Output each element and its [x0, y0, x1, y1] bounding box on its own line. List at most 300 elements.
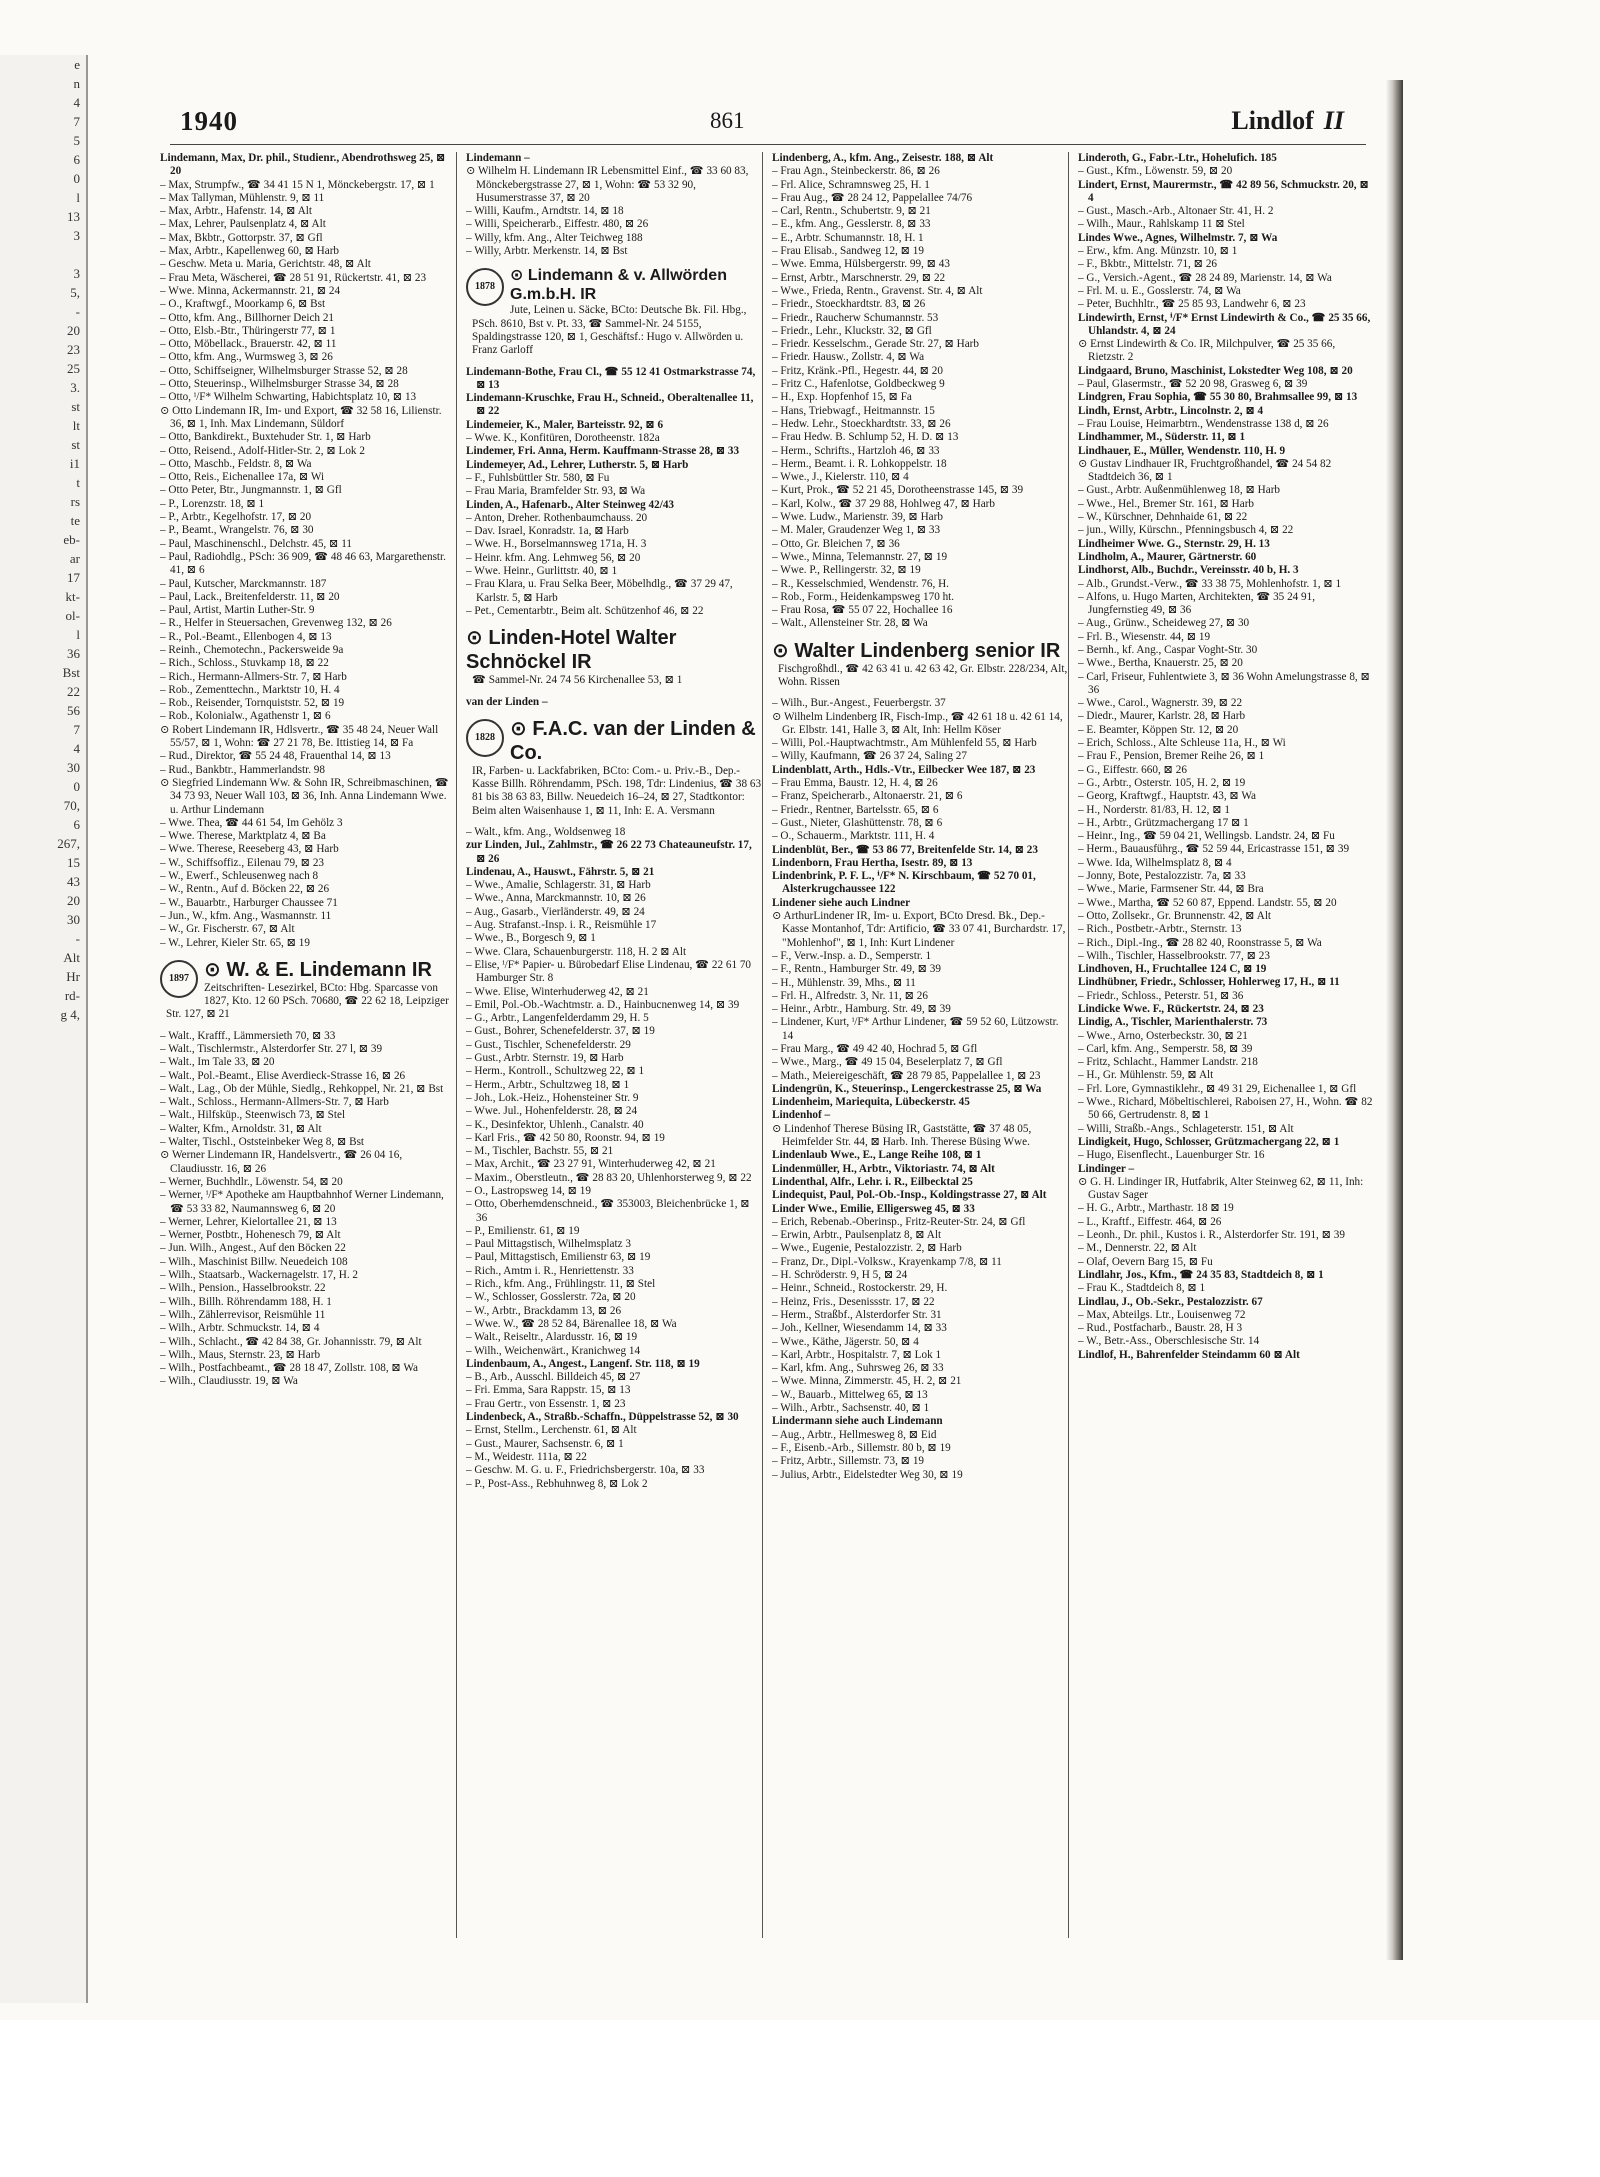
directory-entry-heading: zur Linden, Jul., Zahlmstr., ☎ 26 22 73 Chateauneufstr. 17, ⊠ 26: [466, 839, 752, 865]
directory-entry: – Friedr. Hausw., Zollstr. 4, ⊠ Wa: [772, 351, 925, 364]
directory-entry: – Rob., Reisender, Tornquiststr. 52, ⊠ 19: [160, 697, 345, 710]
directory-entry: – Wilh., Bur.-Angest., Feuerbergstr. 37: [772, 697, 946, 710]
directory-entry: – Rob., Zementtechn., Marktstr 10, H. 4: [160, 683, 340, 696]
directory-entry: – Bernh., kf. Ang., Caspar Voght-Str. 30: [1078, 643, 1258, 656]
directory-entry: – Friedr., Rentner, Bartelsstr. 65, ⊠ 6: [772, 803, 939, 816]
directory-entry: – Diedr., Maurer, Karlstr. 28, ⊠ Harb: [1078, 710, 1246, 723]
facing-page-text: 6: [73, 817, 80, 832]
directory-entry: – Jun. Wilh., Angest., Auf den Böcken 22: [160, 1242, 346, 1255]
directory-entry: – Wwe. Therese, Reeseberg 43, ⊠ Harb: [160, 843, 339, 856]
facing-page-text: 13: [67, 209, 80, 224]
directory-entry: – Maxim., Oberstleutn., ☎ 28 83 20, Uhlenhorsterweg 9, ⊠ 22: [466, 1171, 752, 1184]
directory-entry-heading: Lindh, Ernst, Arbtr., Lincolnstr. 2, ⊠ 4: [1078, 404, 1264, 417]
directory-entry: ⊙ Ernst Lindewirth & Co. IR, Milchpulver, ☎ 25 35 66, Rietzstr. 2: [1078, 338, 1336, 364]
directory-entry: – Lindener, Kurt, ⁱ/F* Arthur Lindener, ☎ 59 52 60, Lützowstr. 14: [772, 1016, 1059, 1042]
directory-entry: – Paul, Mittagstisch, Emilienstr 63, ⊠ 19: [466, 1251, 651, 1264]
facing-page-text: eb-: [63, 532, 80, 547]
directory-entry: – Willy, Kaufmann, ☎ 26 37 24, Saling 27: [772, 750, 967, 763]
directory-entry: – Herm., Bauausführg., ☎ 52 59 44, Ericastrasse 151, ⊠ 39: [1078, 843, 1350, 856]
header-year: 1940: [180, 106, 238, 136]
directory-entry: – Heinz, Fris., Desenissstr. 17, ⊠ 22: [772, 1295, 935, 1308]
directory-entry: – Paul, Maschinenschl., Delchstr. 45, ⊠ 11: [160, 537, 352, 550]
directory-entry: – Heinr., Ing., ☎ 59 04 21, Wellingsb. Landstr. 24, ⊠ Fu: [1078, 830, 1335, 843]
directory-entry: ⊙ G. H. Lindinger IR, Hutfabrik, Alter Steinweg 62, ⊠ 11, Inh: Gustav Sager: [1078, 1175, 1364, 1202]
directory-entry: – Willy, Arbtr. Merkenstr. 14, ⊠ Bst: [466, 245, 628, 258]
directory-entry-heading: Lindewirth, Ernst, ⁱ/F* Ernst Lindewirth & Co., ☎ 25 35 66, Uhlandstr. 4, ⊠ 24: [1078, 311, 1371, 337]
facing-page-text: 6: [73, 152, 80, 167]
directory-entry: – E. Beamter, Köppen Str. 12, ⊠ 20: [1078, 723, 1239, 736]
directory-entry: – Werner, Postbtr., Hohenesch 79, ⊠ Alt: [160, 1229, 341, 1242]
directory-entry: – P., Arbtr., Kegelhofstr. 17, ⊠ 20: [160, 511, 312, 524]
directory-entry: – Werner, Buchhdlr., Löwenstr. 54, ⊠ 20: [160, 1175, 343, 1188]
directory-entry: – G., Arbtr., Osterstr. 105, H. 2, ⊠ 19: [1078, 776, 1246, 789]
directory-entry: – Wwe., B., Borgesch 9, ⊠ 1: [466, 932, 596, 945]
directory-entry-heading: Lindinger –: [1078, 1162, 1135, 1175]
directory-entry: – Otto, ⁱ/F* Wilhelm Schwarting, Habichtsplatz 10, ⊠ 13: [160, 391, 417, 404]
directory-entry: – Otto, Elsb.-Btr., Thüringerstr 77, ⊠ 1: [160, 324, 336, 337]
facing-page-text: 20: [67, 893, 80, 908]
directory-entry: – Hans, Triebwagf., Heitmannstr. 15: [772, 404, 935, 417]
facing-page-text: l: [76, 627, 80, 642]
directory-entry: – Max, Bkbtr., Gottorpstr. 37, ⊠ Gfl: [160, 231, 323, 244]
directory-entry: – Elise, ⁱ/F* Papier- u. Bürobedarf Elise Lindenau, ☎ 22 61 70 Hamburger Str. 8: [466, 958, 752, 985]
directory-entry: – Otto, Oberhemdenschneid., ☎ 353003, Bleichenbrücke 1, ⊠ 36: [466, 1198, 750, 1224]
directory-page: [150, 100, 1390, 1940]
directory-entry: – Wilh., Billh. Röhrendamm 188, H. 1: [160, 1295, 332, 1308]
company-advertisement: [466, 624, 762, 689]
directory-entry: – Otto, kfm. Ang., Billhorner Deich 21: [160, 311, 335, 324]
directory-entry: – Aug., Gasarb., Vierländerstr. 49, ⊠ 24: [466, 905, 645, 918]
directory-entry: – Ernst, Stellm., Lerchenstr. 61, ⊠ Alt: [466, 1424, 637, 1437]
directory-entry: – Wilh., Claudiusstr. 19, ⊠ Wa: [160, 1375, 298, 1388]
directory-entry: – Walt., Schloss., Hermann-Allmers-Str. 7, ⊠ Harb: [160, 1096, 389, 1109]
directory-entry: – R., Helfer in Steuersachen, Grevenweg 132, ⊠ 26: [160, 617, 392, 630]
directory-entry: – Werner, Lehrer, Kielortallee 21, ⊠ 13: [160, 1215, 337, 1228]
directory-entry: – E., Arbtr. Schumannstr. 18, H. 1: [772, 231, 924, 244]
directory-entry: – Walt., Pol.-Beamt., Elise Averdieck-Strasse 16, ⊠ 26: [160, 1069, 406, 1082]
directory-entry: – Friedr. Kesselschm., Gerade Str. 27, ⊠ Harb: [772, 338, 979, 351]
directory-entry: – W., Ewerf., Schleusenweg nach 8: [160, 870, 319, 883]
directory-entry: – G., Eiffestr. 660, ⊠ 26: [1078, 763, 1187, 776]
facing-page-text: lt: [72, 418, 80, 433]
directory-entry: – W., Schiffsoffiz., Eilenau 79, ⊠ 23: [160, 856, 325, 869]
directory-entry: – Otto Peter, Btr., Jungmannstr. 1, ⊠ Gfl: [160, 484, 342, 497]
directory-entry: – Gust., Kfm., Löwenstr. 59, ⊠ 20: [1078, 165, 1233, 178]
company-seal-icon: 1897: [160, 960, 198, 998]
directory-entry: – H., Norderstr. 81/83, H. 12, ⊠ 1: [1078, 803, 1231, 816]
directory-entry: – Carl, Rentn., Schubertstr. 9, ⊠ 21: [772, 205, 931, 218]
facing-page-text: 17: [67, 570, 80, 585]
directory-entry-heading: Lindig, A., Tischler, Marienthalerstr. 73: [1078, 1016, 1268, 1029]
directory-entry: – Rud., Postfacharb., Baustr. 28, H 3: [1078, 1322, 1243, 1335]
facing-page-text: te: [70, 513, 80, 528]
directory-entry: – G., Versich.-Agent., ☎ 28 24 89, Marienstr. 14, ⊠ Wa: [1078, 271, 1332, 284]
directory-entry: – Willi, Straßb.-Angs., Schlageterstr. 151, ⊠ Alt: [1078, 1122, 1294, 1135]
directory-entry: – Wwe., Hel., Bremer Str. 161, ⊠ Harb: [1078, 497, 1255, 510]
directory-entry: – H. Schröderstr. 9, H 5, ⊠ 24: [772, 1269, 908, 1282]
directory-entry: – Pet., Cementarbtr., Beim alt. Schützenhof 46, ⊠ 22: [466, 604, 704, 617]
directory-entry: – Aug., Grünw., Scheideweg 27, ⊠ 30: [1078, 617, 1250, 630]
directory-entry-heading: Lindenhof –: [772, 1109, 831, 1122]
directory-entry-heading: Lindenau, A., Hauswt., Fährstr. 5, ⊠ 21: [466, 865, 655, 878]
facing-page-text: ar: [69, 551, 80, 566]
directory-entry-heading: Lindlahr, Jos., Kfm., ☎ 24 35 83, Stadtdeich 8, ⊠ 1: [1078, 1268, 1324, 1281]
directory-entry: – Rob., Kolonialw., Agathenstr 1, ⊠ 6: [160, 710, 331, 723]
directory-entry: – P., Lorenzstr. 18, ⊠ 1: [160, 497, 265, 510]
facing-page-text: 4: [73, 741, 80, 756]
directory-entry-heading: Lindenblatt, Arth., Hdls.-Vtr., Eilbecker Wee 187, ⊠ 23: [772, 763, 1036, 776]
directory-entry-heading: Linderoth, G., Fabr.-Ltr., Hohelufich. 185: [1078, 152, 1277, 164]
directory-entry: – Rob., Form., Heidenkampsweg 170 ht.: [772, 590, 955, 603]
facing-page-text: ol-: [65, 608, 80, 623]
directory-entry: – Wilh., Weichenwärt., Kranichweg 14: [466, 1344, 641, 1357]
facing-page-text: kt-: [65, 589, 80, 604]
directory-entry: – Gust., Masch.-Arb., Altonaer Str. 41, H. 2: [1078, 205, 1274, 218]
directory-entry: – Erich, Schloss., Alte Schleuse 11a, H., ⊠ Wi: [1078, 737, 1286, 750]
directory-entry: – H., Arbtr., Grützmachergang 17 ⊠ 1: [1078, 816, 1249, 829]
directory-entry: – Max, Abteilgs. Ltr., Louisenweg 72: [1078, 1308, 1246, 1321]
directory-entry: – Willi, Pol.-Hauptwachtmstr., Am Mühlenfeld 55, ⊠ Harb: [772, 737, 1037, 750]
directory-entry: – Otto, Reis., Eichenallee 17a, ⊠ Wi: [160, 471, 325, 484]
directory-entry: – Gust., Arbtr. Sternstr. 19, ⊠ Harb: [466, 1052, 624, 1065]
directory-entry: – Anton, Dreher. Rothenbaumchauss. 20: [466, 511, 648, 524]
directory-entry-heading: Lindlof, H., Bahrenfelder Steindamm 60 ⊠ Alt: [1078, 1348, 1300, 1361]
directory-entry: – W., Betr.-Ass., Oberschlesische Str. 14: [1078, 1335, 1260, 1348]
column-4: [1078, 152, 1374, 1938]
facing-page-text: 4: [73, 95, 80, 110]
directory-entry-heading: Lindholm, A., Maurer, Gärtnerstr. 60: [1078, 550, 1257, 563]
directory-entry-heading: Lindemann –: [466, 152, 530, 164]
facing-page-text: 43: [67, 874, 80, 889]
directory-entry: – Wwe., Arno, Osterbeckstr. 30, ⊠ 21: [1078, 1029, 1248, 1042]
advertisement-title: ⊙ F.A.C. van der Linden & Co.: [510, 717, 756, 764]
directory-entry-heading: Lindhübner, Friedr., Schlosser, Hohlerweg 17, H., ⊠ 11: [1078, 976, 1340, 989]
facing-page-text: 15: [67, 855, 80, 870]
directory-entry: ⊙ Otto Lindemann IR, Im- und Export, ☎ 32 58 16, Lilienstr. 36, ⊠ 1, Inh. Max Lindemann, Süldorf: [160, 404, 442, 430]
directory-entry: – Otto, Schiffseigner, Wilhelmsburger Strasse 52, ⊠ 28: [160, 364, 408, 377]
directory-entry: – Hedw. Lehr., Stoeckhardtstr. 33, ⊠ 26: [772, 417, 951, 430]
facing-page-text: 0: [73, 779, 80, 794]
directory-entry-heading: Linder Wwe., Emilie, Elligersweg 45, ⊠ 33: [772, 1202, 975, 1215]
directory-entry: – Walt., Im Tale 33, ⊠ 20: [160, 1056, 275, 1069]
directory-entry: – Olaf, Oevern Barg 15, ⊠ Fu: [1078, 1255, 1213, 1268]
directory-entry: – Paul, Lack., Breitenfelderstr. 11, ⊠ 20: [160, 590, 340, 603]
directory-entry-heading: Lindlau, J., Ob.-Sekr., Pestalozzistr. 67: [1078, 1295, 1263, 1308]
directory-entry: – Friedr., Stoeckhardtstr. 83, ⊠ 26: [772, 298, 926, 311]
directory-entry: – Paul Mittagstisch, Wilhelmsplatz 3: [466, 1238, 631, 1251]
directory-entry-heading: Lindheimer Wwe. G., Sternstr. 29, H. 13: [1078, 537, 1270, 550]
facing-page-text: n: [73, 76, 80, 91]
directory-entry-heading: Lindenbaum, A., Angest., Langenf. Str. 118, ⊠ 19: [466, 1357, 700, 1370]
directory-entry-heading: Lindes Wwe., Agnes, Wilhelmstr. 7, ⊠ Wa: [1078, 231, 1278, 244]
directory-entry-heading: Lindemeyer, Ad., Lehrer, Lutherstr. 5, ⊠ Harb: [466, 458, 689, 471]
directory-entry: – Karl, Kolw., ☎ 37 29 88, Hohlweg 47, ⊠ Harb: [772, 497, 995, 510]
company-advertisement: [772, 637, 1068, 692]
directory-entry-heading: Lindermann siehe auch Lindemann: [772, 1415, 943, 1428]
directory-entry-heading: Lindemann, Max, Dr. phil., Studienr., Abendrothsweg 25, ⊠ 20: [160, 152, 446, 178]
column-2: [466, 152, 763, 1938]
directory-entry-heading: Lindhauer, E., Müller, Wendenstr. 110, H. 9: [1078, 444, 1286, 457]
directory-entry: – Wwe., Amalie, Schlagerstr. 31, ⊠ Harb: [466, 879, 651, 892]
directory-entry: – Walt., Hilfsküp., Steenwisch 73, ⊠ Stel: [160, 1109, 346, 1122]
directory-entry: – R., Pol.-Beamt., Ellenbogen 4, ⊠ 13: [160, 630, 332, 643]
facing-page-text: Bst: [62, 665, 80, 680]
directory-entry: – P., Beamt., Wrangelstr. 76, ⊠ 30: [160, 524, 314, 537]
directory-entry: – Aug., Arbtr., Hellmesweg 8, ⊠ Eid: [772, 1428, 937, 1441]
directory-entry: – Max, Archit., ☎ 23 27 91, Winterhuderweg 42, ⊠ 21: [466, 1158, 716, 1171]
facing-page-text: i1: [69, 456, 80, 471]
directory-entry: – Frau Rosa, ☎ 55 07 22, Hochallee 16: [772, 604, 953, 617]
directory-entry-heading: Lindemeier, K., Maler, Barteisstr. 92, ⊠ 6: [466, 418, 664, 431]
directory-entry: ⊙ Wilhelm H. Lindemann IR Lebensmittel Einf., ☎ 33 60 83, Mönckebergstrasse 27, ⊠ 1, Wohn: ☎ 53 32 90, Husumerstrasse 37, ⊠ 20: [466, 165, 749, 204]
directory-entry: – Walter, Tischl., Oststeinbeker Weg 8, ⊠ Bst: [160, 1136, 365, 1149]
facing-page-text: st: [71, 399, 80, 414]
directory-entry-heading: Lindequist, Paul, Pol.-Ob.-Insp., Koldingstrasse 27, ⊠ Alt: [772, 1189, 1047, 1202]
directory-entry: – Frau F., Pension, Bremer Reihe 26, ⊠ 1: [1078, 750, 1265, 763]
directory-entry-heading: Lindengrün, K., Steuerinsp., Lengerckestrasse 25, ⊠ Wa: [772, 1082, 1042, 1095]
directory-entry: – Franz, Dr., Dipl.-Volksw., Krayenkamp 7/8, ⊠ 11: [772, 1255, 1002, 1268]
directory-entry: – Paul, Radiohdlg., PSch: 36 909, ☎ 48 46 63, Margarethenstr. 41, ⊠ 6: [160, 550, 446, 577]
directory-entry: ⊙ Siegfried Lindemann Ww. & Sohn IR, Schreibmaschinen, ☎ 34 73 93, Neuer Wall 103, ⊠ 36, Inh. Anna Lindemann Wwe. u. Arthur Lindemann: [160, 776, 449, 816]
directory-entry: – Rud., Bankbtr., Hammerlandstr. 98: [160, 763, 325, 776]
directory-entry-heading: Lindenborn, Frau Hertha, Isestr. 89, ⊠ 13: [772, 856, 973, 869]
directory-entry-heading: Lindenthal, Alfr., Lehr. i. R., Eilbecktal 25: [772, 1175, 973, 1188]
facing-page-text: 267,: [57, 836, 80, 851]
directory-entry: – F., Verw.-Insp. a. D., Semperstr. 1: [772, 949, 932, 962]
advertisement-body: IR, Farben- u. Lackfabriken, BCto: Com.- u. Priv.-B., Dep.-Kasse Billh. Röhrendamm, PSch. 198, Tdr: Lindenius, ☎ 38 63 81 bis 38 63 83, Billw. Neuedeich 16–24, ⊠ 27, Stadtkontor: Beim alten Waisenhause 1, ⊠ 11, Inh: E. A. Versmann: [472, 764, 762, 817]
column-3: [772, 152, 1069, 1938]
directory-entry-heading: Lindemer, Fri. Anna, Herm. Kauffmann-Strasse 28, ⊠ 33: [466, 445, 740, 458]
company-seal-icon: 1878: [466, 268, 504, 306]
directory-entry: – Wwe. Therese, Marktplatz 4, ⊠ Ba: [160, 830, 326, 843]
directory-entry: – Otto, Gr. Bleichen 7, ⊠ 36: [772, 537, 900, 550]
directory-entry: ⊙ Wilhelm Lindenberg IR, Fisch-Imp., ☎ 42 61 18 u. 42 61 14, Gr. Elbstr. 141, Halle 3, ⊠ Alt, Inh: Hellm Köser: [772, 710, 1063, 736]
directory-entry: – Wwe. P., Rellingerstr. 32, ⊠ 19: [772, 564, 921, 577]
directory-entry: – F., Fuhlsbüttler Str. 580, ⊠ Fu: [466, 471, 610, 484]
directory-columns: [160, 152, 1376, 1938]
directory-entry: – Erw., kfm. Ang. Münzstr. 10, ⊠ 1: [1078, 245, 1238, 258]
directory-entry: – Friedr., Lehr., Kluckstr. 32, ⊠ Gfl: [772, 324, 932, 337]
directory-entry: – Frau Klara, u. Frau Selka Beer, Möbelhdlg., ☎ 37 29 47, Karlstr. 5, ⊠ Harb: [466, 578, 733, 604]
directory-entry: – jun., Willy, Kürschn., Pfenningsbusch 4, ⊠ 22: [1078, 524, 1294, 537]
directory-entry: – Wwe., J., Kielerstr. 110, ⊠ 4: [772, 471, 909, 484]
directory-entry: – Jonny, Bote, Pestalozzistr. 7a, ⊠ 33: [1078, 870, 1246, 883]
directory-entry: – Rich., Hermann-Allmers-Str. 7, ⊠ Harb: [160, 670, 347, 683]
directory-entry-heading: Lindenblüt, Ber., ☎ 53 86 77, Breitenfelde Str. 14, ⊠ 23: [772, 843, 1038, 856]
directory-entry: – H., Mühlenstr. 39, Mhs., ⊠ 11: [772, 976, 916, 989]
facing-page-text: st: [71, 437, 80, 452]
header-rule: [170, 144, 1366, 145]
directory-entry: – Werner, ⁱ/F* Apotheke am Hauptbahnhof Werner Lindemann, ☎ 53 33 82, Naumannsweg 6, ⊠ 20: [160, 1189, 444, 1215]
directory-entry: – Walt., Allensteiner Str. 28, ⊠ Wa: [772, 617, 928, 630]
directory-entry: – W., Gr. Fischerstr. 67, ⊠ Alt: [160, 923, 295, 936]
facing-page-text: 3: [73, 266, 80, 281]
directory-entry: – Frl. Lore, Gymnastiklehr., ⊠ 49 31 29, Eichenallee 1, ⊠ Gfl: [1078, 1082, 1357, 1095]
directory-entry: – Herm., Kontroll., Schultzweg 22, ⊠ 1: [466, 1065, 645, 1078]
directory-entry-heading: Lindert, Ernst, Maurermstr., ☎ 42 89 56, Schmuckstr. 20, ⊠ 4: [1078, 178, 1369, 204]
directory-entry: – F., Bkbtr., Mittelstr. 71, ⊠ 26: [1078, 258, 1218, 271]
directory-entry-heading: Lindgren, Frau Sophia, ☎ 55 30 80, Brahmsallee 99, ⊠ 13: [1078, 391, 1358, 404]
directory-entry: – Frl. B., Wiesenstr. 44, ⊠ 19: [1078, 630, 1211, 643]
directory-entry: – Erich, Rebenab.-Oberinsp., Fritz-Reuter-Str. 24, ⊠ Gfl: [772, 1215, 1026, 1228]
directory-entry-heading: Lindhoven, H., Fruchtallee 124 C, ⊠ 19: [1078, 963, 1267, 976]
facing-page-text: 56: [67, 703, 80, 718]
directory-entry-heading: Lindemann-Bothe, Frau Cl., ☎ 55 12 41 Ostmarkstrasse 74, ⊠ 13: [466, 365, 756, 391]
directory-entry: – Dav. Israel, Konradstr. 1a, ⊠ Harb: [466, 525, 629, 538]
directory-entry: – Fritz, Kränk.-Pfl., Hegestr. 44, ⊠ 20: [772, 364, 943, 377]
company-advertisement: [466, 715, 762, 820]
directory-entry: – Frl. H., Alfredstr. 3, Nr. 11, ⊠ 26: [772, 989, 928, 1002]
directory-entry: – Walt., Reiseltr., Alardusstr. 16, ⊠ 19: [466, 1331, 638, 1344]
directory-entry: – Frau K., Stadtdeich 8, ⊠ 1: [1078, 1282, 1206, 1295]
directory-entry: – Fri. Emma, Sara Rappstr. 15, ⊠ 13: [466, 1384, 631, 1397]
facing-page-text: 30: [67, 760, 80, 775]
facing-page-text: 5,: [70, 285, 80, 300]
directory-entry: – Otto, Maschb., Feldstr. 8, ⊠ Wa: [160, 457, 312, 470]
advertisement-body: Jute, Leinen u. Säcke, BCto: Deutsche Bk. Fil. Hbg., PSch. 8610, Bst v. Pt. 33, ☎ Sammel-Nr. 24 5155, Spaldingstrasse 120, ⊠ 1, Geschäftsf.: Hugo v. Allwörden u. Franz Garloff: [472, 304, 747, 357]
advertisement-title: ⊙ Linden-Hotel Walter Schnöckel IR: [466, 627, 677, 674]
directory-entry: – Geschw. Meta u. Maria, Gerichtstr. 48, ⊠ Alt: [160, 258, 371, 271]
directory-entry: – Wilh., Pension., Hasselbrookstr. 22: [160, 1282, 326, 1295]
advertisement-title: ⊙ W. & E. Lindemann IR: [204, 958, 432, 981]
directory-entry-heading: Lindenbeck, A., Straßb.-Schaffn., Düppelstrasse 52, ⊠ 30: [466, 1411, 739, 1424]
directory-entry: – Alb., Grundst.-Verw., ☎ 33 38 75, Mohlenhofstr. 1, ⊠ 1: [1078, 577, 1342, 590]
directory-entry: – Friedr., Schloss., Peterstr. 51, ⊠ 36: [1078, 989, 1244, 1002]
directory-entry: – Wilh., Zählerrevisor, Reismühle 11: [160, 1308, 326, 1321]
directory-entry: – O., Schauerm., Marktstr. 111, H. 4: [772, 830, 935, 843]
directory-entry: – Rich., Dipl.-Ing., ☎ 28 82 40, Roonstrasse 5, ⊠ Wa: [1078, 936, 1322, 949]
directory-entry: – Wwe. W., ☎ 28 52 84, Bärenallee 18, ⊠ Wa: [466, 1317, 677, 1330]
header-running-head: [1231, 106, 1344, 136]
directory-entry: – Heinr., Arbtr., Hamburg. Str. 49, ⊠ 39: [772, 1003, 951, 1016]
directory-entry: – H., Gr. Mühlenstr. 59, ⊠ Alt: [1078, 1069, 1214, 1082]
directory-entry: – Aug. Strafanst.-Insp. i. R., Reismühle 17: [466, 919, 657, 932]
directory-entry: – Gust., Arbtr. Außenmühlenweg 18, ⊠ Harb: [1078, 484, 1281, 497]
facing-page-text: 3: [73, 228, 80, 243]
directory-entry-heading: Lindenlaub Wwe., E., Lange Reihe 108, ⊠ 1: [772, 1149, 982, 1162]
directory-entry: – Walter, Kfm., Arnoldstr. 31, ⊠ Alt: [160, 1122, 322, 1135]
facing-page-text: l: [76, 190, 80, 205]
directory-entry-heading: Lindigkeit, Hugo, Schlosser, Grützmachergang 22, ⊠ 1: [1078, 1135, 1340, 1148]
directory-entry: ⊙ ArthurLindener IR, Im- u. Export, BCto Dresd. Bk., Dep.-Kasse Montanhof, Tdr: Artificio, ☎ 33 07 41, Burchardstr. 17, "Mohlenhof", ⊠ 1, Inh: Kurt Lindener: [772, 910, 1066, 949]
directory-entry-heading: Lindener siehe auch Lindner: [772, 896, 911, 909]
directory-entry: – W., Lehrer, Kieler Str. 65, ⊠ 19: [160, 936, 310, 949]
facing-page-text: g 4,: [60, 1007, 80, 1022]
directory-entry: – W., Kürschner, Dehnhaide 61, ⊠ 22: [1078, 511, 1248, 524]
directory-entry: – Frau Aug., ☎ 28 24 12, Pappelallee 74/76: [772, 191, 973, 204]
directory-entry: – Wilh., Arbtr., Sachsenstr. 40, ⊠ 1: [772, 1402, 930, 1415]
directory-entry: – Wwe., Eugenie, Pestalozzistr. 2, ⊠ Harb: [772, 1242, 962, 1255]
directory-entry: – F., Eisenb.-Arb., Sillemstr. 80 b, ⊠ 19: [772, 1441, 951, 1454]
directory-entry: – Wilh., Arbtr. Schmuckstr. 14, ⊠ 4: [160, 1322, 320, 1335]
directory-entry: – Reinh., Chemotechn., Packersweide 9a: [160, 643, 344, 656]
directory-entry: – Friedr., Raucherw Schumannstr. 53: [772, 311, 939, 324]
facing-page-text: 7: [73, 722, 80, 737]
directory-entry: – Fritz, Arbtr., Sillemstr. 73, ⊠ 19: [772, 1455, 925, 1468]
directory-entry: – Max, Lehrer, Paulsenplatz 4, ⊠ Alt: [160, 218, 326, 231]
facing-page-text: 30: [67, 912, 80, 927]
running-head-name: Lindlof: [1231, 106, 1314, 135]
directory-entry: – O., Lastropsweg 14, ⊠ 19: [466, 1185, 591, 1197]
directory-entry: – Wwe. Elise, Winterhuderweg 42, ⊠ 21: [466, 985, 649, 998]
directory-entry: – Fritz C., Hafenlotse, Goldbeckweg 9: [772, 378, 945, 391]
directory-entry: ⊙ Robert Lindemann IR, Hdlsvertr., ☎ 35 48 24, Neuer Wall 55/57, ⊠ 1, Wohn: ☎ 27 21 78, Be. Ittistieg 14, ⊠ Fa: [160, 723, 439, 750]
directory-entry: – Franz, Speicherarb., Altonaerstr. 21, ⊠ 6: [772, 790, 963, 803]
directory-entry: – P., Post-Ass., Rebhuhnweg 8, ⊠ Lok 2: [466, 1477, 648, 1490]
facing-page-text: 20: [67, 323, 80, 338]
directory-entry-heading: Lindemann-Kruschke, Frau H., Schneid., Oberaltenallee 11, ⊠ 22: [466, 392, 754, 418]
facing-page-text: e: [74, 57, 80, 72]
directory-entry: – Wilh., Maur., Rahlskamp 11 ⊠ Stel: [1078, 218, 1245, 231]
directory-entry: – Leonh., Dr. phil., Kustos i. R., Alsterdorfer Str. 191, ⊠ 39: [1078, 1229, 1345, 1242]
directory-entry: – Wwe. Heinr., Gurlittstr. 40, ⊠ 1: [466, 565, 618, 578]
directory-entry: – Frau Emma, Baustr. 12, H. 4, ⊠ 26: [772, 777, 938, 790]
directory-entry: – Willi, Kaufm., Arndtstr. 14, ⊠ 18: [466, 205, 624, 218]
facing-page-text: -: [75, 931, 80, 946]
directory-entry: – Wwe., Richard, Möbeltischlerei, Raboisen 27, H., Wohn. ☎ 82 50 66, Gertrudenstr. 8, ⊠ 1: [1078, 1096, 1373, 1122]
directory-entry: – Max Tallyman, Mühlenstr. 9, ⊠ 11: [160, 191, 325, 204]
directory-entry: – Rud., Direktor, ☎ 55 24 48, Frauenthal 14, ⊠ 13: [160, 750, 391, 763]
running-head-volume: II: [1323, 106, 1344, 135]
facing-page-text: -: [75, 304, 80, 319]
directory-entry: – Karl, kfm. Ang., Suhrsweg 26, ⊠ 33: [772, 1362, 944, 1375]
facing-page-text: 0: [73, 171, 80, 186]
directory-entry: – Otto, Steuerinsp., Wilhelmsburger Strasse 34, ⊠ 28: [160, 378, 399, 391]
directory-entry: – Emil, Pol.-Ob.-Wachtmstr. a. D., Hainbucnenweg 14, ⊠ 39: [466, 998, 740, 1011]
directory-entry: – Paul, Artist, Martin Luther-Str. 9: [160, 604, 315, 617]
directory-entry: – Wwe. Minna, Ackermannstr. 21, ⊠ 24: [160, 284, 341, 297]
directory-entry: – O., Kraftwgf., Moorkamp 6, ⊠ Bst: [160, 298, 326, 311]
directory-entry: – M., Tischler, Bachstr. 55, ⊠ 21: [466, 1145, 614, 1158]
directory-entry: – Frau Elisab., Sandweg 12, ⊠ 19: [772, 245, 924, 258]
facing-page-text: 36: [67, 646, 80, 661]
directory-entry: – Gust., Bohrer, Schenefelderstr. 37, ⊠ 19: [466, 1025, 655, 1038]
directory-entry: – Frau Marg., ☎ 49 42 40, Hochrad 5, ⊠ Gfl: [772, 1043, 978, 1055]
directory-entry-heading: Lindhorst, Alb., Buchdr., Vereinsstr. 40 b, H. 3: [1078, 564, 1299, 577]
directory-entry-heading: Lindenberg, A., kfm. Ang., Zeisestr. 188, ⊠ Alt: [772, 152, 994, 164]
company-seal-icon: 1828: [466, 719, 504, 757]
directory-entry: – Carl, Friseur, Fuhlentwiete 3, ⊠ 36 Wohn Amelungstrasse 8, ⊠ 36: [1078, 670, 1370, 696]
directory-entry: – Paul, Glasermstr., ☎ 52 20 98, Grasweg 6, ⊠ 39: [1078, 378, 1308, 391]
facing-page-text: [0, 245, 86, 264]
directory-entry: – Gust., Maurer, Sachsenstr. 6, ⊠ 1: [466, 1437, 624, 1450]
facing-page-text: t: [76, 475, 80, 490]
header-page-number: 861: [710, 108, 745, 133]
directory-entry: – Frau Gertr., von Essenstr. 1, ⊠ 23: [466, 1397, 626, 1410]
directory-entry: – Otto, kfm. Ang., Wurmsweg 3, ⊠ 26: [160, 351, 333, 364]
directory-entry: – Kurt, Prok., ☎ 52 21 45, Dorotheenstrasse 145, ⊠ 39: [772, 484, 1024, 497]
directory-entry: – Max, Arbtr., Hafenstr. 14, ⊠ Alt: [160, 205, 313, 218]
directory-entry: – Peter, Buchhltr., ☎ 25 85 93, Landwehr 6, ⊠ 23: [1078, 298, 1306, 311]
directory-entry: – Frau Hedw. B. Schlump 52, H. D. ⊠ 13: [772, 431, 959, 444]
directory-entry: – Geschw. M. G. u. F., Friedrichsbergerstr. 10a, ⊠ 33: [466, 1464, 705, 1477]
directory-entry: – Frau Agn., Steinbeckerstr. 86, ⊠ 26: [772, 165, 940, 178]
directory-entry-heading: Lindenbrink, P. F. L., ⁱ/F* N. Kirschbaum, ☎ 52 70 01, Alsterkrugchaussee 122: [772, 870, 1036, 896]
directory-entry: – Wwe. H., Borselmannsweg 171a, H. 3: [466, 538, 647, 551]
directory-entry-heading: Lindhammer, M., Süderstr. 11, ⊠ 1: [1078, 431, 1246, 444]
advertisement-title: ⊙ Lindemann & v. Allwörden G.m.b.H. IR: [510, 267, 727, 304]
directory-entry: – R., Kesselschmied, Wendenstr. 76, H.: [772, 577, 949, 590]
directory-entry: – Otto, Zollsekr., Gr. Brunnenstr. 42, ⊠ Alt: [1078, 909, 1272, 922]
directory-entry: – Math., Meiereigeschäft, ☎ 28 79 85, Pappelallee 1, ⊠ 23: [772, 1069, 1041, 1082]
directory-entry: – Frl. M. u. E., Gosslerstr. 74, ⊠ Wa: [1078, 284, 1241, 297]
directory-entry: – Wwe., Carol., Wagnerstr. 39, ⊠ 22: [1078, 697, 1243, 710]
directory-entry: – Otto, Reisend., Adolf-Hitler-Str. 2, ⊠ Lok 2: [160, 444, 365, 457]
directory-entry-heading: Lindenmüller, H., Arbtr., Viktoriastr. 74, ⊠ Alt: [772, 1162, 995, 1175]
directory-entry: – Alfons, u. Hugo Marten, Architekten, ☎ 35 24 91, Jungfernstieg 49, ⊠ 36: [1078, 590, 1316, 617]
directory-entry: – Gust., Nieter, Glashüttenstr. 78, ⊠ 6: [772, 816, 943, 829]
directory-entry: – Wwe. Thea, ☎ 44 61 54, Im Gehölz 3: [160, 816, 343, 829]
